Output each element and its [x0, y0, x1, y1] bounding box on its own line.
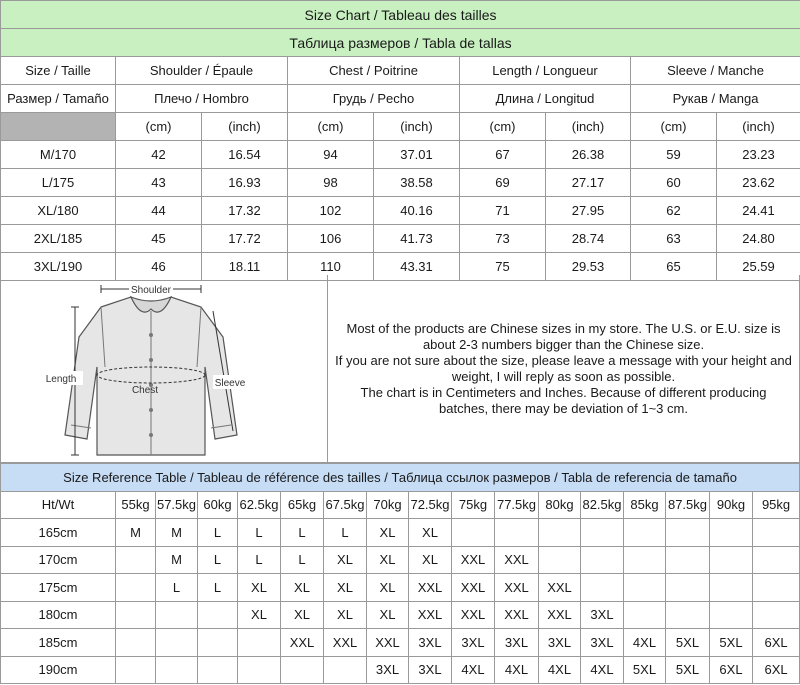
- recommended-size-cell: [581, 574, 624, 602]
- recommended-size-cell: 5XL: [666, 656, 710, 684]
- weight-header-cell: 72.5kg: [409, 491, 452, 519]
- units-row: [1, 113, 800, 141]
- recommended-size-cell: XXL: [409, 601, 452, 629]
- recommended-size-cell: 3XL: [495, 629, 539, 657]
- shirt-diagram-svg: [1, 275, 327, 462]
- weight-header-cell: 55kg: [116, 491, 156, 519]
- measurement-cell: 106: [288, 225, 374, 253]
- recommended-size-cell: [198, 629, 238, 657]
- recommended-size-cell: [753, 601, 800, 629]
- measurement-cell: 110: [288, 253, 374, 281]
- weight-header-cell: 82.5kg: [581, 491, 624, 519]
- recommended-size-cell: L: [281, 519, 324, 547]
- recommended-size-cell: 6XL: [710, 656, 753, 684]
- recommended-size-cell: L: [198, 546, 238, 574]
- recommended-size-cell: 6XL: [753, 629, 800, 657]
- measurement-cell: 41.73: [374, 225, 460, 253]
- size-reference-table: [0, 463, 800, 684]
- recommended-size-cell: 4XL: [581, 656, 624, 684]
- size-note: [328, 275, 799, 462]
- measurement-cell: 29.53: [546, 253, 631, 281]
- recommended-size-cell: 3XL: [452, 629, 495, 657]
- recommended-size-cell: [324, 656, 367, 684]
- measurement-cell: 23.23: [717, 141, 800, 169]
- measurement-cell: 23.62: [717, 169, 800, 197]
- measurement-cell: 94: [288, 141, 374, 169]
- recommended-size-cell: [116, 656, 156, 684]
- recommended-size-cell: XXL: [539, 574, 581, 602]
- unit-cell: (cm): [288, 113, 374, 141]
- recommended-size-cell: 3XL: [581, 629, 624, 657]
- recommended-size-cell: M: [116, 519, 156, 547]
- recommended-size-cell: XXL: [452, 601, 495, 629]
- recommended-size-cell: 3XL: [409, 629, 452, 657]
- weight-header-cell: 77.5kg: [495, 491, 539, 519]
- recommended-size-cell: [710, 574, 753, 602]
- header-size-ru: Размер / Tamaño: [1, 85, 116, 113]
- measurement-cell: 62: [631, 197, 717, 225]
- recommended-size-cell: L: [198, 574, 238, 602]
- measurement-cell: 16.93: [202, 169, 288, 197]
- measurement-cell: 37.01: [374, 141, 460, 169]
- size-label-cell: M/170: [1, 141, 116, 169]
- size-chart-title: Size Chart / Tableau des tailles: [1, 1, 800, 29]
- measurement-cell: 43.31: [374, 253, 460, 281]
- chest-label: Chest: [131, 385, 159, 396]
- weight-header-cell: 65kg: [281, 491, 324, 519]
- recommended-size-cell: [156, 601, 198, 629]
- recommended-size-cell: [753, 546, 800, 574]
- height-cell: 180cm: [1, 601, 116, 629]
- recommended-size-cell: XL: [238, 574, 281, 602]
- recommended-size-cell: 4XL: [452, 656, 495, 684]
- recommended-size-cell: XXL: [281, 629, 324, 657]
- recommended-size-cell: XL: [367, 574, 409, 602]
- size-row: [1, 141, 800, 169]
- recommended-size-cell: XXL: [409, 574, 452, 602]
- note-line: about 2-3 numbers bigger than the Chinese size.: [422, 336, 705, 352]
- recommended-size-cell: L: [198, 519, 238, 547]
- header-row-translated: [1, 85, 800, 113]
- size-row: [1, 225, 800, 253]
- recommended-size-cell: XL: [281, 574, 324, 602]
- recommended-size-cell: XXL: [452, 574, 495, 602]
- note-line: Most of the products are Chinese sizes in my store. The U.S. or E.U. size is: [346, 320, 781, 336]
- reference-row: [1, 629, 800, 657]
- recommended-size-cell: XL: [324, 601, 367, 629]
- recommended-size-cell: [753, 574, 800, 602]
- recommended-size-cell: M: [156, 519, 198, 547]
- recommended-size-cell: 4XL: [624, 629, 666, 657]
- recommended-size-cell: [581, 519, 624, 547]
- height-cell: 190cm: [1, 656, 116, 684]
- recommended-size-cell: L: [238, 519, 281, 547]
- recommended-size-cell: [281, 656, 324, 684]
- unit-cell: (inch): [717, 113, 800, 141]
- recommended-size-cell: [198, 656, 238, 684]
- reference-header-row: [1, 491, 800, 519]
- measurement-cell: 60: [631, 169, 717, 197]
- unit-cell: (cm): [116, 113, 202, 141]
- measurement-cell: 46: [116, 253, 202, 281]
- recommended-size-cell: XXL: [324, 629, 367, 657]
- recommended-size-cell: XL: [367, 601, 409, 629]
- reference-row: [1, 519, 800, 547]
- recommended-size-cell: 5XL: [710, 629, 753, 657]
- recommended-size-cell: L: [281, 546, 324, 574]
- measurement-cell: 24.80: [717, 225, 800, 253]
- measurement-cell: 16.54: [202, 141, 288, 169]
- measurement-cell: 43: [116, 169, 202, 197]
- measurement-cell: 75: [460, 253, 546, 281]
- recommended-size-cell: [666, 546, 710, 574]
- recommended-size-cell: XXL: [495, 601, 539, 629]
- recommended-size-cell: XL: [367, 546, 409, 574]
- header-size: Size / Taille: [1, 57, 116, 85]
- weight-header-cell: 90kg: [710, 491, 753, 519]
- info-section: [0, 275, 800, 463]
- measurement-cell: 18.11: [202, 253, 288, 281]
- measurement-cell: 28.74: [546, 225, 631, 253]
- weight-header-cell: 80kg: [539, 491, 581, 519]
- reference-corner: Ht/Wt: [1, 491, 116, 519]
- recommended-size-cell: 3XL: [409, 656, 452, 684]
- size-label-cell: L/175: [1, 169, 116, 197]
- measurement-cell: 17.72: [202, 225, 288, 253]
- measurement-cell: 67: [460, 141, 546, 169]
- recommended-size-cell: XL: [409, 519, 452, 547]
- size-chart-table: [0, 0, 800, 281]
- recommended-size-cell: XL: [324, 546, 367, 574]
- size-label-cell: 3XL/190: [1, 253, 116, 281]
- shirt-diagram: [1, 275, 328, 462]
- recommended-size-cell: [624, 546, 666, 574]
- reference-rows: [1, 519, 800, 684]
- recommended-size-cell: L: [156, 574, 198, 602]
- measurement-cell: 27.95: [546, 197, 631, 225]
- recommended-size-cell: [753, 519, 800, 547]
- reference-row: [1, 601, 800, 629]
- recommended-size-cell: 3XL: [581, 601, 624, 629]
- recommended-size-cell: [539, 519, 581, 547]
- note-line: batches, there may be deviation of 1~3 cm.: [439, 400, 688, 416]
- recommended-size-cell: XL: [238, 601, 281, 629]
- recommended-size-cell: [116, 601, 156, 629]
- weight-header-cell: 95kg: [753, 491, 800, 519]
- header-length: Length / Longueur: [460, 57, 631, 85]
- recommended-size-cell: [666, 519, 710, 547]
- recommended-size-cell: XXL: [539, 601, 581, 629]
- recommended-size-cell: 4XL: [539, 656, 581, 684]
- measurement-cell: 69: [460, 169, 546, 197]
- measurement-cell: 24.41: [717, 197, 800, 225]
- measurement-cell: 59: [631, 141, 717, 169]
- header-chest-ru: Грудь / Pecho: [288, 85, 460, 113]
- weight-header-cell: 85kg: [624, 491, 666, 519]
- header-length-ru: Длина / Longitud: [460, 85, 631, 113]
- recommended-size-cell: [539, 546, 581, 574]
- recommended-size-cell: 3XL: [367, 656, 409, 684]
- measurement-cell: 27.17: [546, 169, 631, 197]
- weight-header-cell: 62.5kg: [238, 491, 281, 519]
- recommended-size-cell: [156, 629, 198, 657]
- reference-row: [1, 656, 800, 684]
- unit-cell: (cm): [631, 113, 717, 141]
- header-sleeve-ru: Рукав / Manga: [631, 85, 800, 113]
- size-row: [1, 197, 800, 225]
- header-chest: Chest / Poitrine: [288, 57, 460, 85]
- shoulder-label: Shoulder: [130, 285, 172, 296]
- note-line: The chart is in Centimeters and Inches. Because of different producing: [360, 384, 767, 400]
- measurement-cell: 73: [460, 225, 546, 253]
- units-blank-cell: [1, 113, 116, 141]
- recommended-size-cell: XXL: [495, 574, 539, 602]
- size-chart-title-secondary: Таблица размеров / Tabla de tallas: [1, 29, 800, 57]
- recommended-size-cell: L: [324, 519, 367, 547]
- recommended-size-cell: 5XL: [666, 629, 710, 657]
- size-label-cell: 2XL/185: [1, 225, 116, 253]
- recommended-size-cell: 5XL: [624, 656, 666, 684]
- recommended-size-cell: [624, 519, 666, 547]
- recommended-size-cell: 6XL: [753, 656, 800, 684]
- recommended-size-cell: XXL: [367, 629, 409, 657]
- recommended-size-cell: [666, 574, 710, 602]
- recommended-size-cell: XL: [409, 546, 452, 574]
- reference-title: Size Reference Table / Tableau de référence des tailles / Таблица ссылок размеров / Tabla de referencia de tamaño: [1, 464, 800, 492]
- recommended-size-cell: 3XL: [539, 629, 581, 657]
- header-sleeve: Sleeve / Manche: [631, 57, 800, 85]
- note-line: If you are not sure about the size, please leave a message with your height and: [335, 352, 792, 368]
- recommended-size-cell: [156, 656, 198, 684]
- recommended-size-cell: [238, 629, 281, 657]
- measurement-cell: 71: [460, 197, 546, 225]
- measurement-cell: 65: [631, 253, 717, 281]
- unit-cell: (cm): [460, 113, 546, 141]
- recommended-size-cell: XL: [281, 601, 324, 629]
- measurement-cell: 45: [116, 225, 202, 253]
- size-row: [1, 169, 800, 197]
- weight-header-cell: 67.5kg: [324, 491, 367, 519]
- recommended-size-cell: XXL: [495, 546, 539, 574]
- recommended-size-cell: XL: [367, 519, 409, 547]
- recommended-size-cell: [624, 601, 666, 629]
- reference-row: [1, 546, 800, 574]
- measurement-cell: 63: [631, 225, 717, 253]
- weight-header-cell: 60kg: [198, 491, 238, 519]
- measurement-cell: 26.38: [546, 141, 631, 169]
- measurement-cell: 42: [116, 141, 202, 169]
- recommended-size-cell: XXL: [452, 546, 495, 574]
- measurement-cell: 102: [288, 197, 374, 225]
- recommended-size-cell: M: [156, 546, 198, 574]
- recommended-size-cell: [116, 546, 156, 574]
- header-row: [1, 57, 800, 85]
- recommended-size-cell: [116, 574, 156, 602]
- measurement-cell: 98: [288, 169, 374, 197]
- recommended-size-cell: [624, 574, 666, 602]
- recommended-size-cell: [495, 519, 539, 547]
- reference-row: [1, 574, 800, 602]
- recommended-size-cell: [581, 546, 624, 574]
- weight-header-cell: 87.5kg: [666, 491, 710, 519]
- height-cell: 175cm: [1, 574, 116, 602]
- measurement-cell: 17.32: [202, 197, 288, 225]
- measurement-cell: 44: [116, 197, 202, 225]
- size-rows: [1, 141, 800, 281]
- weight-header-cell: 70kg: [367, 491, 409, 519]
- weight-header-cell: 57.5kg: [156, 491, 198, 519]
- unit-cell: (inch): [202, 113, 288, 141]
- sleeve-label: Sleeve: [214, 378, 246, 389]
- unit-cell: (inch): [374, 113, 460, 141]
- length-label: Length: [45, 374, 77, 385]
- height-cell: 165cm: [1, 519, 116, 547]
- recommended-size-cell: [666, 601, 710, 629]
- recommended-size-cell: [452, 519, 495, 547]
- measurement-cell: 40.16: [374, 197, 460, 225]
- recommended-size-cell: [198, 601, 238, 629]
- height-cell: 170cm: [1, 546, 116, 574]
- header-shoulder: Shoulder / Épaule: [116, 57, 288, 85]
- measurement-cell: 38.58: [374, 169, 460, 197]
- measurement-cell: 25.59: [717, 253, 800, 281]
- recommended-size-cell: XL: [324, 574, 367, 602]
- recommended-size-cell: L: [238, 546, 281, 574]
- recommended-size-cell: [116, 629, 156, 657]
- height-cell: 185cm: [1, 629, 116, 657]
- note-line: weight, I will reply as soon as possible.: [451, 368, 676, 384]
- recommended-size-cell: [710, 546, 753, 574]
- recommended-size-cell: 4XL: [495, 656, 539, 684]
- weight-header-cell: 75kg: [452, 491, 495, 519]
- unit-cell: (inch): [546, 113, 631, 141]
- recommended-size-cell: [710, 601, 753, 629]
- size-label-cell: XL/180: [1, 197, 116, 225]
- header-shoulder-ru: Плечо / Hombro: [116, 85, 288, 113]
- recommended-size-cell: [238, 656, 281, 684]
- recommended-size-cell: [710, 519, 753, 547]
